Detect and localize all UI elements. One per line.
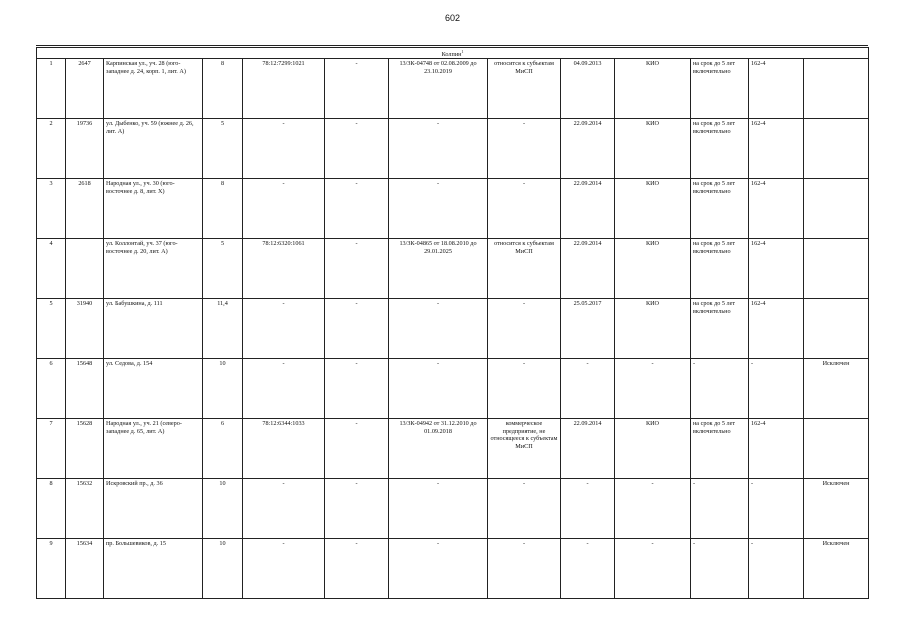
- authority-cell: КИО: [615, 239, 691, 299]
- area-cell: 8: [203, 59, 243, 119]
- cadastral-number-cell: 78:12:6344:1033: [243, 419, 325, 479]
- code-cell: [66, 239, 104, 299]
- address-cell: Народная ул., уч. 21 (северо-западнее д. 65, лит. А): [104, 419, 203, 479]
- date-cell: 25.05.2017: [561, 299, 615, 359]
- date-cell: 22.09.2014: [561, 419, 615, 479]
- code-cell: 2647: [66, 59, 104, 119]
- tenant-status-cell: относится к субъектам МиСП: [488, 59, 561, 119]
- column-6-cell: -: [325, 179, 389, 239]
- table-row: [37, 119, 869, 179]
- district-footnote-mark: 1: [461, 49, 464, 54]
- law-cell: 162-4: [749, 59, 804, 119]
- date-cell: -: [561, 539, 615, 599]
- cadastral-number-cell: -: [243, 179, 325, 239]
- law-cell: 162-4: [749, 119, 804, 179]
- cadastral-number-cell: -: [243, 299, 325, 359]
- law-cell: 162-4: [749, 419, 804, 479]
- term-cell: -: [691, 479, 749, 539]
- authority-cell: -: [615, 539, 691, 599]
- area-cell: 6: [203, 419, 243, 479]
- address-cell: ул. Седова, д. 154: [104, 359, 203, 419]
- district-header-row: [37, 48, 869, 59]
- date-cell: 22.09.2014: [561, 239, 615, 299]
- note-cell: [804, 179, 869, 239]
- authority-cell: -: [615, 479, 691, 539]
- area-cell: 10: [203, 359, 243, 419]
- term-cell: на срок до 5 лет включительно: [691, 179, 749, 239]
- page-number: 602: [444, 13, 461, 23]
- lease-cell: 13/ЗК-04942 от 31.12.2010 до 01.09.2018: [389, 419, 488, 479]
- row-number-cell: 2: [37, 119, 66, 179]
- row-number-cell: 1: [37, 59, 66, 119]
- table-row: [37, 299, 869, 359]
- cadastral-number-cell: -: [243, 359, 325, 419]
- code-cell: 15628: [66, 419, 104, 479]
- law-cell: -: [749, 479, 804, 539]
- term-cell: на срок до 5 лет включительно: [691, 119, 749, 179]
- authority-cell: КИО: [615, 299, 691, 359]
- area-cell: 10: [203, 539, 243, 599]
- header-rule: [36, 45, 868, 46]
- note-cell: Исключен: [804, 539, 869, 599]
- tenant-status-cell: коммерческое предприятие, не относящееся к субъектам МиСП: [488, 419, 561, 479]
- tenant-status-cell: -: [488, 539, 561, 599]
- table-row: [37, 59, 869, 119]
- district-name-cell: [37, 48, 869, 59]
- row-number-cell: 5: [37, 299, 66, 359]
- date-cell: 04.09.2013: [561, 59, 615, 119]
- authority-cell: КИО: [615, 419, 691, 479]
- area-cell: 10: [203, 479, 243, 539]
- term-cell: -: [691, 539, 749, 599]
- cadastral-number-cell: -: [243, 479, 325, 539]
- lease-cell: -: [389, 539, 488, 599]
- address-cell: пр. Большевиков, д. 15: [104, 539, 203, 599]
- note-cell: Исключен: [804, 359, 869, 419]
- column-6-cell: -: [325, 59, 389, 119]
- lease-cell: -: [389, 299, 488, 359]
- address-cell: Карпинская ул., уч. 28 (юго-западнее д. 24, корп. 1, лит. А): [104, 59, 203, 119]
- row-number-cell: 6: [37, 359, 66, 419]
- law-cell: 162-4: [749, 239, 804, 299]
- note-cell: Исключен: [804, 479, 869, 539]
- lease-cell: -: [389, 479, 488, 539]
- column-6-cell: -: [325, 479, 389, 539]
- column-6-cell: -: [325, 419, 389, 479]
- date-cell: -: [561, 479, 615, 539]
- code-cell: 31940: [66, 299, 104, 359]
- table-row: [37, 539, 869, 599]
- note-cell: [804, 239, 869, 299]
- law-cell: 162-4: [749, 299, 804, 359]
- note-cell: [804, 59, 869, 119]
- code-cell: 15648: [66, 359, 104, 419]
- address-cell: Искровский пр., д. 36: [104, 479, 203, 539]
- column-6-cell: -: [325, 119, 389, 179]
- date-cell: 22.09.2014: [561, 179, 615, 239]
- cadastral-number-cell: -: [243, 119, 325, 179]
- term-cell: на срок до 5 лет включительно: [691, 239, 749, 299]
- date-cell: -: [561, 359, 615, 419]
- area-cell: 8: [203, 179, 243, 239]
- table-row: [37, 359, 869, 419]
- law-cell: -: [749, 359, 804, 419]
- table-row: [37, 239, 869, 299]
- column-6-cell: -: [325, 239, 389, 299]
- lease-cell: -: [389, 359, 488, 419]
- tenant-status-cell: -: [488, 479, 561, 539]
- column-6-cell: -: [325, 539, 389, 599]
- code-cell: 15632: [66, 479, 104, 539]
- column-6-cell: -: [325, 299, 389, 359]
- term-cell: на срок до 5 лет включительно: [691, 59, 749, 119]
- lease-cell: 13/ЗК-04865 от 18.08.2010 до 29.01.2025: [389, 239, 488, 299]
- row-number-cell: 9: [37, 539, 66, 599]
- lease-cell: -: [389, 179, 488, 239]
- code-cell: 19736: [66, 119, 104, 179]
- table-row: [37, 419, 869, 479]
- note-cell: [804, 119, 869, 179]
- district-name: Колпин: [441, 51, 462, 59]
- cadastral-number-cell: 78:12:7299:1021: [243, 59, 325, 119]
- address-cell: ул. Коллонтай, уч. 37 (юго-восточнее д. 20, лит. А): [104, 239, 203, 299]
- cadastral-number-cell: -: [243, 539, 325, 599]
- term-cell: на срок до 5 лет включительно: [691, 419, 749, 479]
- tenant-status-cell: -: [488, 299, 561, 359]
- address-cell: ул. Бабушкина, д. 111: [104, 299, 203, 359]
- date-cell: 22.09.2014: [561, 119, 615, 179]
- area-cell: 11,4: [203, 299, 243, 359]
- row-number-cell: 7: [37, 419, 66, 479]
- area-cell: 5: [203, 119, 243, 179]
- code-cell: 2618: [66, 179, 104, 239]
- authority-cell: КИО: [615, 179, 691, 239]
- row-number-cell: 8: [37, 479, 66, 539]
- area-cell: 5: [203, 239, 243, 299]
- registry-table: [36, 47, 869, 599]
- code-cell: 15634: [66, 539, 104, 599]
- column-6-cell: -: [325, 359, 389, 419]
- tenant-status-cell: -: [488, 179, 561, 239]
- note-cell: [804, 419, 869, 479]
- row-number-cell: 3: [37, 179, 66, 239]
- law-cell: 162-4: [749, 179, 804, 239]
- note-cell: [804, 299, 869, 359]
- tenant-status-cell: -: [488, 359, 561, 419]
- row-number-cell: 4: [37, 239, 66, 299]
- table-row: [37, 179, 869, 239]
- cadastral-number-cell: 78:12:6320:1061: [243, 239, 325, 299]
- table-row: [37, 479, 869, 539]
- tenant-status-cell: -: [488, 119, 561, 179]
- law-cell: -: [749, 539, 804, 599]
- lease-cell: -: [389, 119, 488, 179]
- authority-cell: КИО: [615, 59, 691, 119]
- term-cell: -: [691, 359, 749, 419]
- tenant-status-cell: относится к субъектам МиСП: [488, 239, 561, 299]
- authority-cell: КИО: [615, 119, 691, 179]
- term-cell: на срок до 5 лет включительно: [691, 299, 749, 359]
- address-cell: ул. Дыбенко, уч. 59 (южнее д. 26, лит. А): [104, 119, 203, 179]
- lease-cell: 13/ЗК-04748 от 02.08.2009 до 23.10.2019: [389, 59, 488, 119]
- address-cell: Народная ул., уч. 30 (юго-восточнее д. 8, лит. Х): [104, 179, 203, 239]
- authority-cell: -: [615, 359, 691, 419]
